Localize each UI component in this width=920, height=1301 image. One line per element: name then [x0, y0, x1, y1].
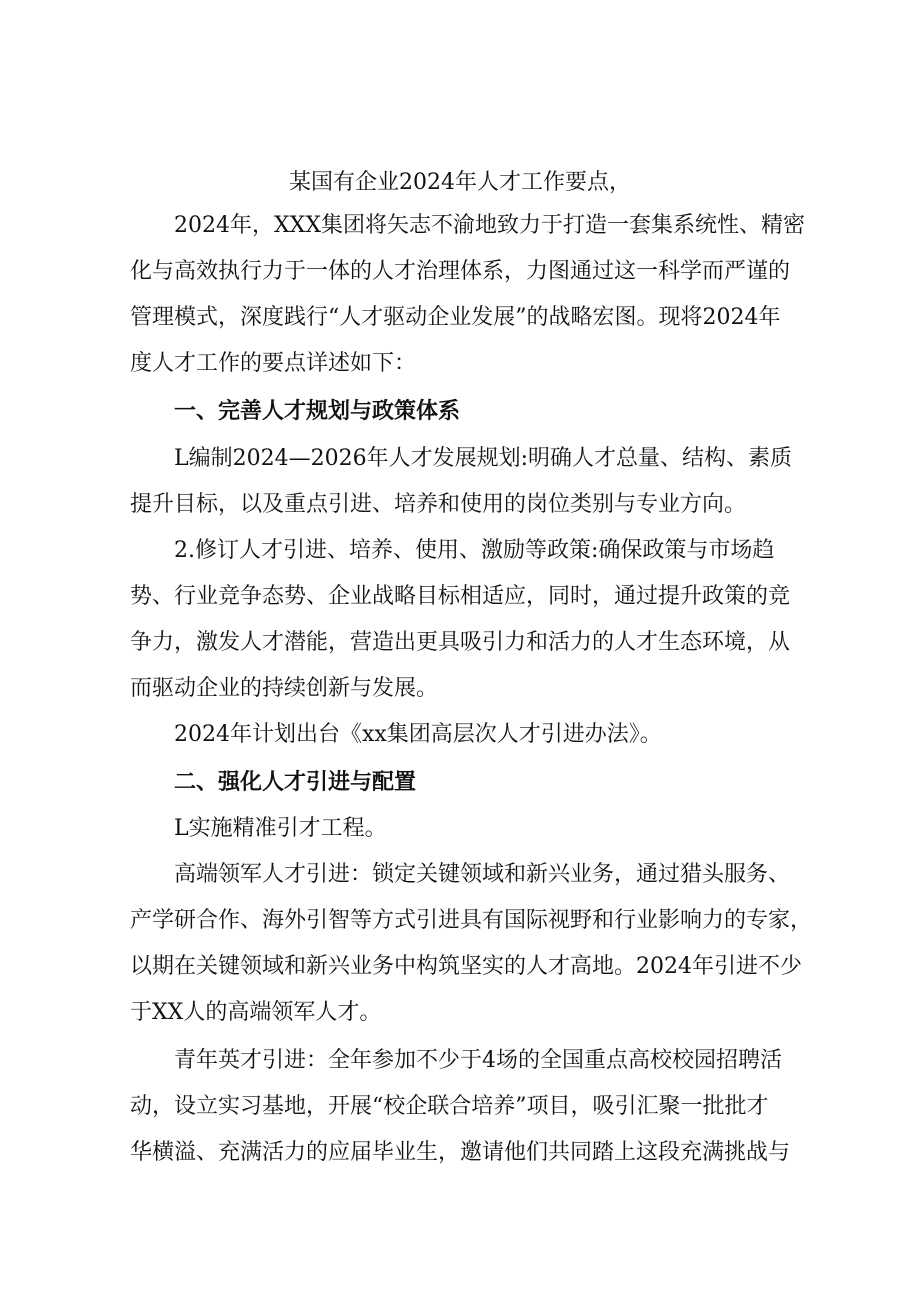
- paragraph-intro-line-4: 度人才工作的要点详述如下：: [130, 351, 417, 376]
- paragraph-intro-line-3: 管理模式，深度践行“人才驱动企业发展”的战略宏图。现将2024年: [130, 305, 781, 330]
- section-heading-1: 一、完善人才规划与政策体系: [174, 399, 461, 424]
- item-2-line-2: 势、行业竞争态势、企业战略目标相适应，同时，通过提升政策的竞: [130, 584, 791, 609]
- youth-line-1: 青年英才引进：全年参加不少于4场的全国重点高校校园招聘活: [174, 1048, 782, 1073]
- plan-line: 2024年计划出台《xx集团高层次人才引进办法》。: [174, 722, 662, 747]
- high-end-line-2: 产学研合作、海外引智等方式引进具有国际视野和行业影响力的专家，: [130, 908, 813, 933]
- high-end-line-1: 高端领军人才引进：锁定关键领域和新兴业务，通过猎头服务、: [174, 862, 791, 887]
- item-2-line-1: 2.修订人才引进、培养、使用、激励等政策:确保政策与市场趋: [174, 538, 775, 563]
- document-title: 某国有企业2024年人才工作要点，: [289, 170, 631, 195]
- youth-line-3: 华横溢、充满活力的应届毕业生，邀请他们共同踏上这段充满挑战与: [130, 1140, 791, 1165]
- item-1-line-2: 提升目标，以及重点引进、培养和使用的岗位类别与专业方向。: [130, 492, 747, 517]
- item-2-line-3: 争力，激发人才潜能，营造出更具吸引力和活力的人才生态环境，从: [130, 630, 791, 655]
- subsection-line: L实施精准引才工程。: [174, 816, 387, 841]
- high-end-line-3: 以期在关键领域和新兴业务中构筑坚实的人才高地。2024年引进不少: [130, 954, 802, 979]
- paragraph-intro-line-2: 化与高效执行力于一体的人才治理体系，力图通过这一科学而严谨的: [130, 259, 791, 284]
- item-2-line-4: 而驱动企业的持续创新与发展。: [130, 676, 439, 701]
- youth-line-2: 动，设立实习基地，开展“校企联合培养”项目，吸引汇聚一批批才: [130, 1094, 769, 1119]
- section-heading-2: 二、强化人才引进与配置: [174, 770, 417, 795]
- high-end-line-4: 于XX人的高端领军人才。: [130, 1000, 382, 1025]
- item-1-line-1: L编制2024—2026年人才发展规划:明确人才总量、结构、素质: [174, 446, 792, 471]
- paragraph-intro-line-1: 2024年，XXX集团将矢志不渝地致力于打造一套集系统性、精密: [174, 213, 805, 238]
